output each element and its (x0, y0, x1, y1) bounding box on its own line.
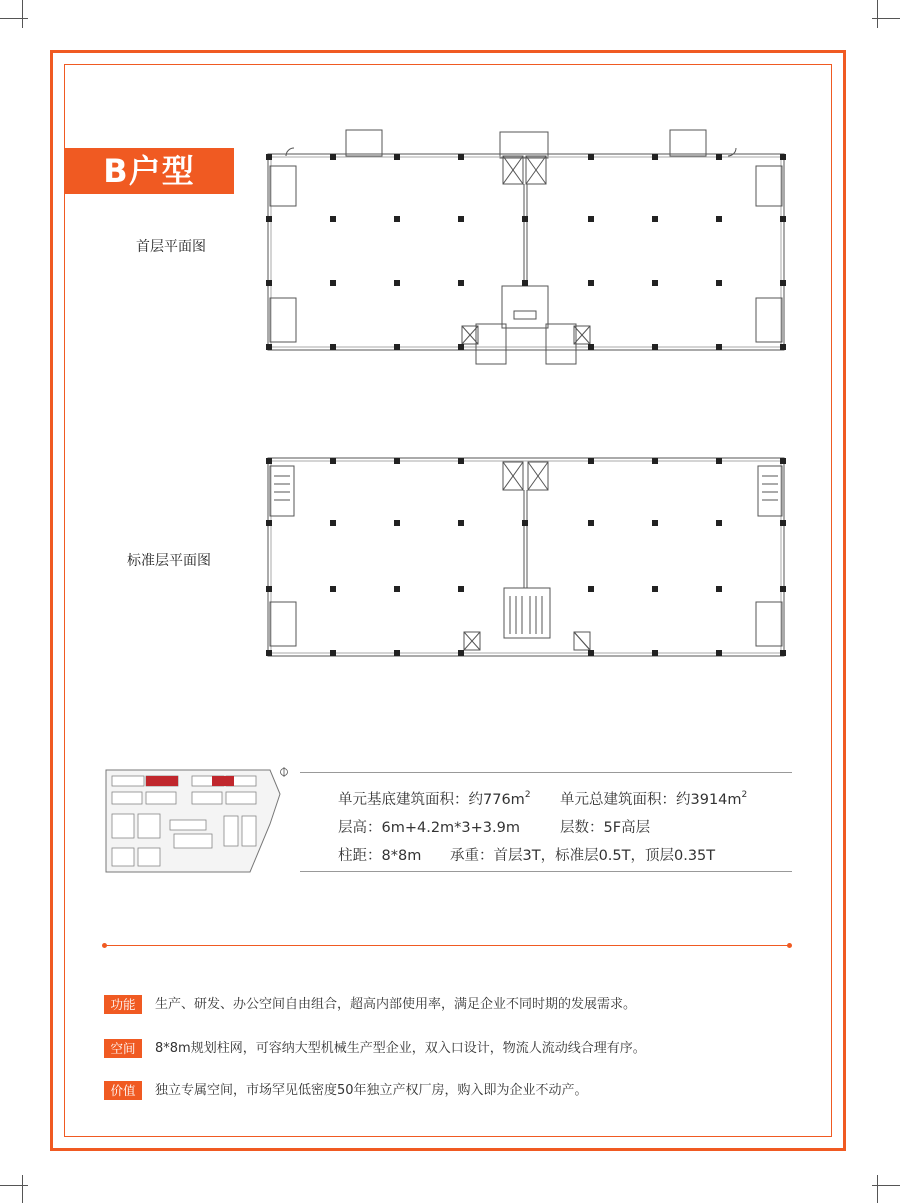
feature-badge: 空间 (104, 1039, 142, 1058)
total-area (560, 788, 747, 809)
feature-text: 生产、研发、办公空间自由组合，超高内部使用率，满足企业不同时期的发展需求。 (155, 997, 637, 1012)
crop-mark (22, 1175, 23, 1203)
feature-space (104, 1039, 724, 1059)
feature-value (104, 1081, 724, 1101)
column-spacing: 柱距：8*8m (338, 848, 422, 864)
crop-mark (0, 18, 28, 19)
divider-dot-left (102, 943, 107, 948)
unit-specs (300, 772, 792, 872)
floor-height: 层高：6m+4.2m*3+3.9m (338, 820, 520, 836)
ground-floor-label: 首层平面图 (136, 239, 206, 255)
crop-mark (22, 0, 23, 28)
feature-function (104, 995, 724, 1015)
ground-floor-plan (258, 126, 794, 368)
crop-mark (877, 1175, 878, 1203)
base-area-text: 单元基底建筑面积：约776m (338, 792, 525, 808)
feature-text: 8*8m规划柱网，可容纳大型机械生产型企业，双入口设计，物流人流动线合理有序。 (155, 1041, 646, 1056)
divider-dot-right (787, 943, 792, 948)
specs-bottom-line (300, 871, 792, 872)
standard-floor-plan (258, 452, 794, 666)
feature-badge: 功能 (104, 995, 142, 1014)
crop-mark (877, 0, 878, 28)
base-area-sup: 2 (524, 790, 531, 800)
floor-count: 层数：5F高层 (560, 820, 651, 836)
specs-top-line (300, 772, 792, 773)
load-bearing: 承重：首层3T，标准层0.5T，顶层0.35T (450, 848, 716, 864)
crop-mark (0, 1185, 28, 1186)
feature-text: 独立专属空间，市场罕见低密度50年独立产权厂房，购入即为企业不动产。 (155, 1083, 588, 1098)
base-area (338, 788, 531, 809)
unit-type-title: B户型 (64, 148, 234, 194)
feature-badge: 价值 (104, 1081, 142, 1100)
total-area-sup: 2 (741, 790, 748, 800)
total-area-text: 单元总建筑面积：约3914m (560, 792, 742, 808)
site-location-map (100, 764, 296, 878)
standard-floor-label: 标准层平面图 (127, 553, 211, 569)
section-divider (104, 945, 790, 946)
